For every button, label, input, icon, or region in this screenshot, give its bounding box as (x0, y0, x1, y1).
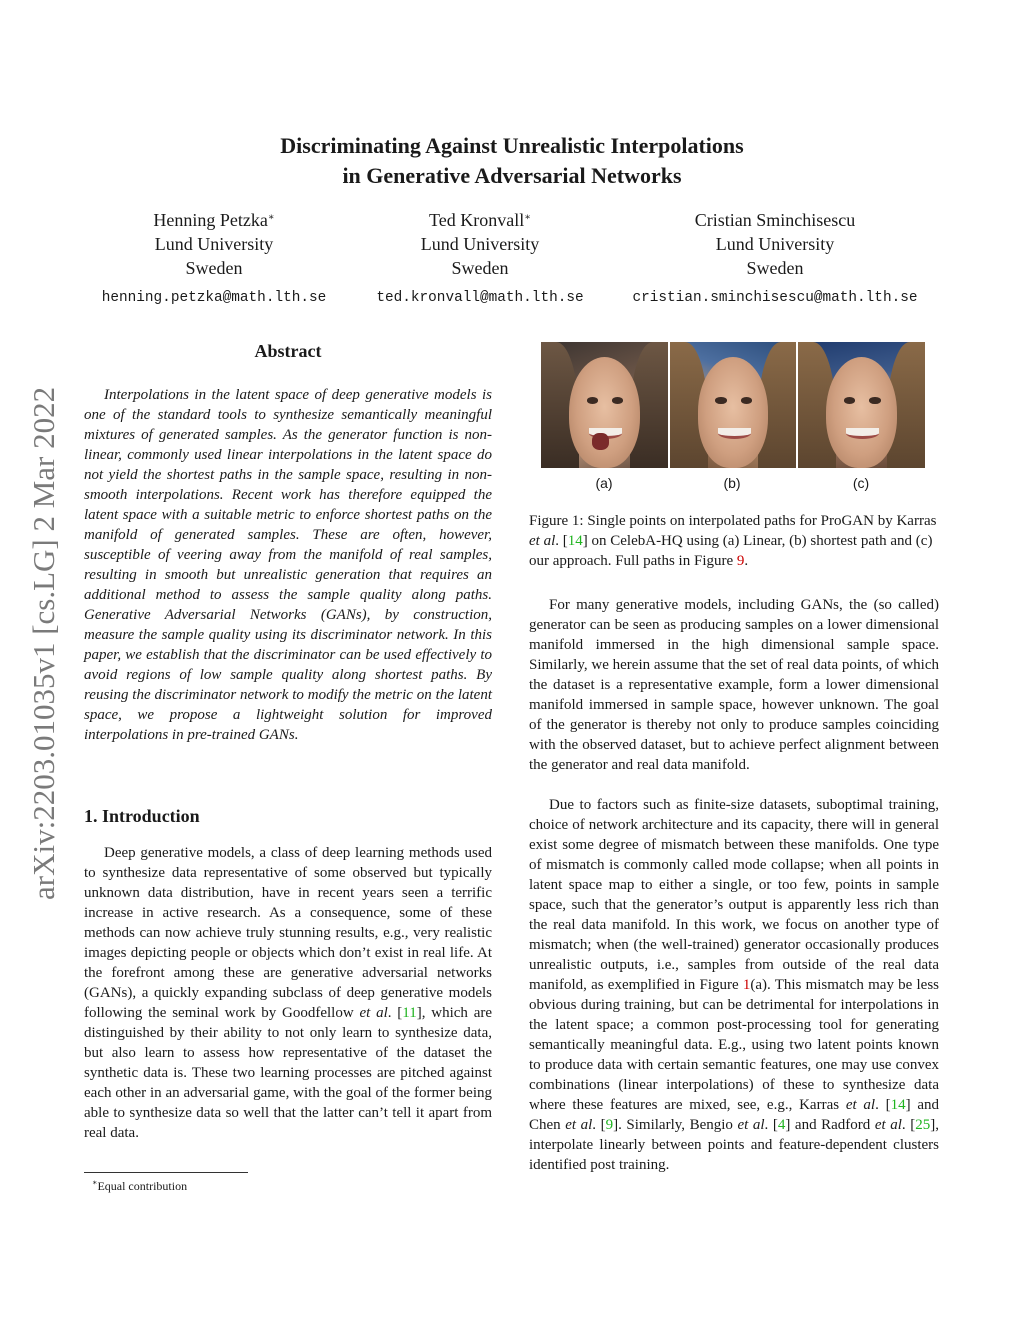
author-country: Sweden (746, 258, 804, 278)
text-run: Deep generative models, a class of deep learning methods used to synthesize data representative of some observed but typically unknown data distribution, have in recent years seen a terrific increase in active research. As a consequence, some of these methods can now achieve truly stunning results, e.g., very realistic images depicting people or objects which don’t exist in real life. At the forefront among these are generative adversarial networks (GANs), a quickly expanding subclass of deep generative models following the seminal work by Goodfellow (84, 845, 492, 1021)
face-image-shortest-path (670, 342, 797, 468)
text-run: ], which are distinguished by their ability to not only learn to synthesize data, but also learn to assess how representative of the dataset the synthetic data is. These two learning processes are pitched against each other in an adversarial game, with the goal of the former being able to synthesize data so well that the latter can’t tell it apart from real data. (84, 1005, 493, 1141)
figure-1-images (541, 342, 925, 468)
figure-label-b: (b) (723, 475, 741, 491)
text-run: et al (737, 1117, 765, 1133)
citation-link[interactable]: 14 (890, 1097, 906, 1113)
author-email: ted.kronvall@math.lth.se (376, 290, 584, 306)
footnote-text: Equal contribution (97, 1179, 188, 1193)
author-email: henning.petzka@math.lth.se (101, 290, 327, 306)
text-run: et al (359, 1005, 388, 1021)
footnote-divider (84, 1172, 248, 1173)
text-run: Figure 1: Single points on interpolated paths for ProGAN by Karras (529, 513, 937, 529)
citation-link[interactable]: 4 (777, 1117, 786, 1133)
equal-contribution-mark: ∗ (267, 212, 275, 223)
text-run: . [ (387, 1005, 403, 1021)
text-run: . [ (555, 533, 568, 549)
text-run: ]. Similarly, Bengio (613, 1117, 738, 1133)
text-run: . [ (592, 1117, 606, 1133)
text-run: . [ (764, 1117, 778, 1133)
figure-label-c: (c) (852, 475, 870, 491)
author-affiliation: Lund University (420, 234, 540, 254)
body-paragraph-2 (529, 795, 939, 1175)
paper-title (0, 131, 1024, 191)
author-name: Ted Kronvall (428, 210, 525, 230)
author-block-2 (358, 208, 602, 308)
author-affiliation: Lund University (715, 234, 835, 254)
text-run: . [ (875, 1097, 891, 1113)
citation-link[interactable]: 14 (567, 533, 583, 549)
text-run: . (744, 553, 749, 569)
citation-link[interactable]: 25 (915, 1117, 931, 1133)
text-run: ] and Radford (785, 1117, 875, 1133)
author-email: cristian.sminchisescu@math.lth.se (632, 290, 918, 306)
abstract-heading: Abstract (254, 341, 322, 361)
author-affiliation: Lund University (154, 234, 274, 254)
text-run: et al (874, 1117, 902, 1133)
text-run: ] and Chen (529, 1097, 940, 1133)
text-run: Due to factors such as finite-size datasets, suboptimal training, choice of network architecture and its capacity, there will in general exist some degree of mismatch between these manifolds. One type of mismatch is commonly called mode collapse; when all points in latent space map to either a single, or too few, points in sample space, such that the generator’s output is apparently less rich than the real data manifold. In this work, we focus on another type of mismatch; when (the well-trained) generator occasionally produces unrealistic outputs, i.e., samples from outside of the real data manifold, as exemplified in Figure (529, 797, 939, 993)
body-paragraph-1: For many generative models, including GANs, the (so called) generator can be seen as producing samples on a lower dimensional manifold immersed in the high dimensional sample space. Similarly, we herein assume that the set of real data points, of which the dataset is a representative example, form a lower dimensional manifold immersed in sample space, however unknown. The goal of the generator is thereby not only to produce samples coinciding with the observed dataset, but to achieve perfect alignment between the generator and real data manifold. (529, 597, 939, 773)
text-run: et al (565, 1117, 593, 1133)
figure-reference-link[interactable]: 9 (736, 553, 745, 569)
citation-link[interactable]: 11 (402, 1005, 417, 1021)
title-line-2: in Generative Adversarial Networks (342, 163, 682, 188)
title-line-1: Discriminating Against Unrealistic Interpolations (280, 133, 744, 158)
figure-label-a: (a) (595, 475, 613, 491)
text-run: ], interpolate linearly between points and feature-dependent clusters identified post training. (529, 1117, 939, 1173)
face-image-linear (541, 342, 668, 468)
text-run: et al (529, 533, 556, 549)
author-country: Sweden (185, 258, 243, 278)
abstract-text: Interpolations in the latent space of deep generative models is one of the standard tools to synthesize semantically meaningful mixtures of generated samples. As the generator function is non-linear, commonly used linear interpolations in the latent space do not yield the shortest paths in the sample space, resulting in non-smooth interpolations. Recent work has therefore equipped the latent space with a suitable metric to enforce shortest paths on the manifold of generated samples. These are often, however, susceptible of veering away from the manifold of real samples, resulting in smooth but unrealistic generation that requires an additional method to assess the sample quality along paths. Generative Adversarial Networks (GANs), by construction, measure the sample quality using its discriminator network. In this paper, we establish that the discriminator can be used effectively to avoid regions of low sample quality along shortest paths. By reusing the discriminator network to modify the metric on the latent space, we propose a lightweight solution for improved interpolations in pre-trained GANs. (84, 387, 492, 743)
author-block-3 (614, 208, 936, 308)
text-run: (a). This mismatch may be less obvious during training, but can be detrimental for interpolations in the latent space; a common post-processing tool for generating semantically meaningful data. E.g., using two latent points known to produce data with certain semantic features, one may use convex combinations (linear interpolations) of these to synthesize data where these features are mixed, see, e.g., Karras (529, 977, 939, 1113)
equal-contribution-mark: ∗ (524, 212, 531, 223)
arxiv-stamp: arXiv:2203.01035v1 [cs.LG] 2 Mar 2022 (26, 386, 61, 900)
figure-1-caption (529, 511, 939, 571)
author-block-1 (80, 208, 348, 308)
section-heading-introduction: 1. Introduction (84, 806, 200, 826)
text-run: . [ (901, 1117, 916, 1133)
face-image-our-approach (798, 342, 925, 468)
text-run: ] on CelebA-HQ using (a) Linear, (b) shortest path and (c) our approach. Full paths in Figure (529, 533, 933, 569)
citation-link[interactable]: 9 (605, 1117, 614, 1133)
figure-reference-link[interactable]: 1 (742, 977, 751, 993)
intro-paragraph (84, 843, 492, 1143)
text-run: et al (845, 1097, 876, 1113)
author-name: Henning Petzka (153, 210, 268, 230)
footnote-mark: ∗ (92, 1178, 98, 1187)
author-name: Cristian Sminchisescu (694, 210, 856, 230)
author-country: Sweden (451, 258, 509, 278)
footnote (92, 1178, 187, 1194)
